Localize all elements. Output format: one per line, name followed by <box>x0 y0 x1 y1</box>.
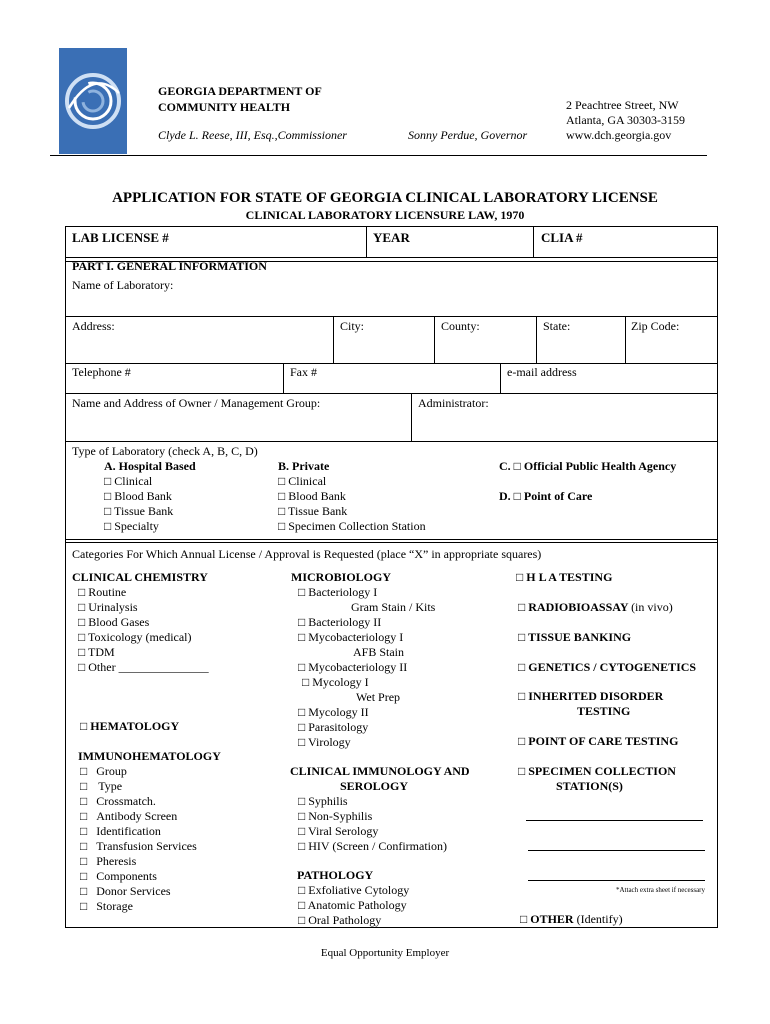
syphilis-checkbox[interactable] <box>298 794 348 809</box>
hla-checkbox[interactable] <box>516 570 523 584</box>
myco1-label: Mycobacteriology I <box>308 630 404 644</box>
bact2-checkbox[interactable] <box>298 615 381 630</box>
hospital-bloodbank-label: Blood Bank <box>114 489 172 503</box>
microbiology-title: MICROBIOLOGY <box>291 570 392 584</box>
poc-label: POINT OF CARE TESTING <box>528 734 679 748</box>
telephone-field[interactable]: Telephone # <box>72 365 131 379</box>
private-specimen-checkbox[interactable] <box>278 519 426 534</box>
hiv-label: HIV (Screen / Confirmation) <box>308 839 447 853</box>
lab-license-field[interactable]: LAB LICENSE # <box>72 230 169 245</box>
hla-option[interactable] <box>516 570 612 585</box>
anatomic-label: Anatomic Pathology <box>307 898 407 912</box>
chem-other-label: Other <box>88 660 116 674</box>
gram-stain-label: Gram Stain / Kits <box>351 600 436 614</box>
attach-note: *Attach extra sheet if necessary <box>616 886 706 894</box>
dch-logo <box>59 48 127 154</box>
inherited-checkbox[interactable] <box>518 689 525 703</box>
donor-services-checkbox[interactable] <box>80 884 171 899</box>
routine-label: Routine <box>88 585 127 599</box>
genetics-label: GENETICS / CYTOGENETICS <box>528 660 697 674</box>
administrator-field[interactable]: Administrator: <box>418 396 489 410</box>
oral-pathology-label: Oral Pathology <box>308 913 382 927</box>
private-tissuebank-checkbox[interactable] <box>278 504 347 519</box>
radio-label: RADIOBIOASSAY <box>528 600 629 614</box>
storage-checkbox[interactable] <box>80 899 133 914</box>
group-checkbox[interactable] <box>80 764 127 779</box>
lab-type-heading: Type of Laboratory (check A, B, C, D) <box>72 444 258 458</box>
mycology2-checkbox[interactable] <box>298 705 369 720</box>
clinical-chemistry-title: CLINICAL CHEMISTRY <box>72 570 208 584</box>
pathology-title: PATHOLOGY <box>297 868 374 882</box>
org-name-line1: GEORGIA DEPARTMENT OF <box>158 84 322 98</box>
parasitology-checkbox[interactable] <box>298 720 368 735</box>
categories-heading: Categories For Which Annual License / Approval is Requested (place “X” in appropriate squares) <box>72 547 542 561</box>
address-line1: 2 Peachtree Street, NW <box>566 98 679 112</box>
oral-pathology-checkbox[interactable] <box>298 913 381 928</box>
public-health-label: Official Public Health Agency <box>523 459 677 473</box>
mycology1-checkbox[interactable] <box>302 675 369 690</box>
storage-label: Storage <box>96 899 133 913</box>
myco1-checkbox[interactable] <box>298 630 403 645</box>
private-clinical-checkbox[interactable] <box>278 474 326 489</box>
point-of-care-checkbox[interactable] <box>514 489 521 503</box>
option-c-prefix: C. <box>499 459 511 473</box>
afb-stain-label: AFB Stain <box>353 645 405 659</box>
syphilis-label: Syphilis <box>308 794 348 808</box>
private-tissuebank-label: Tissue Bank <box>288 504 348 518</box>
hospital-tissuebank-checkbox[interactable] <box>104 504 173 519</box>
point-of-care-label: Point of Care <box>523 489 593 503</box>
transfusion-label: Transfusion Services <box>96 839 197 853</box>
blood-gases-label: Blood Gases <box>88 615 150 629</box>
virology-label: Virology <box>308 735 351 749</box>
governor: Sonny Perdue, Governor <box>408 128 528 142</box>
exfoliative-label: Exfoliative Cytology <box>308 883 410 897</box>
blood-gases-checkbox[interactable] <box>78 615 149 630</box>
footer-text: Equal Opportunity Employer <box>320 947 450 959</box>
fax-field[interactable]: Fax # <box>290 365 317 379</box>
part1-box <box>65 258 718 928</box>
private-bloodbank-label: Blood Bank <box>288 489 346 503</box>
email-field[interactable]: e-mail address <box>507 365 577 379</box>
identification-checkbox[interactable] <box>80 824 161 839</box>
private-title: B. Private <box>278 459 330 473</box>
immunology-title: CLINICAL IMMUNOLOGY AND <box>290 764 470 778</box>
type-label: Type <box>98 779 123 793</box>
urinalysis-label: Urinalysis <box>88 600 138 614</box>
lab-name-field[interactable]: Name of Laboratory: <box>72 278 174 292</box>
radio-note: (in vivo) <box>631 600 673 614</box>
pheresis-checkbox[interactable] <box>80 854 136 869</box>
tissue-option[interactable] <box>518 630 631 645</box>
radio-checkbox[interactable] <box>518 600 525 614</box>
specimen-line-3[interactable] <box>528 880 705 881</box>
hiv-checkbox[interactable] <box>298 839 447 854</box>
crossmatch-label: Crossmatch. <box>96 794 156 808</box>
header-divider <box>50 155 707 156</box>
address-line2: Atlanta, GA 30303-3159 <box>566 113 685 127</box>
hospital-specialty-checkbox[interactable] <box>104 519 159 534</box>
mycology2-label: Mycology II <box>308 705 369 719</box>
hospital-tissuebank-label: Tissue Bank <box>114 504 174 518</box>
group-label: Group <box>96 764 127 778</box>
poc-checkbox[interactable] <box>518 734 525 748</box>
option-d-prefix: D. <box>499 489 511 503</box>
public-health-checkbox[interactable] <box>514 459 521 473</box>
inherited-testing-label: TESTING <box>577 704 631 718</box>
owner-field[interactable]: Name and Address of Owner / Management Group: <box>72 396 321 410</box>
toxicology-checkbox[interactable] <box>78 630 192 645</box>
crossmatch-checkbox[interactable] <box>80 794 156 809</box>
clia-field[interactable]: CLIA # <box>541 230 583 245</box>
hematology-label: HEMATOLOGY <box>90 719 180 733</box>
myco2-label: Mycobacteriology II <box>308 660 408 674</box>
point-of-care-option[interactable] <box>499 489 592 504</box>
genetics-checkbox[interactable] <box>518 660 525 674</box>
other-checkbox[interactable] <box>520 912 527 926</box>
tissue-label: TISSUE BANKING <box>528 630 632 644</box>
pheresis-label: Pheresis <box>96 854 137 868</box>
non-syphilis-checkbox[interactable] <box>298 809 372 824</box>
tdm-label: TDM <box>88 645 115 659</box>
hospital-based-title: A. Hospital Based <box>104 459 196 473</box>
form-subtitle: CLINICAL LABORATORY LICENSURE LAW, 1970 <box>245 208 525 222</box>
state-field[interactable]: State: <box>543 319 571 333</box>
hla-label: H L A TESTING <box>526 570 613 584</box>
routine-checkbox[interactable] <box>78 585 126 600</box>
chem-other-blank[interactable]: _______________ <box>118 660 209 674</box>
chem-other-checkbox[interactable] <box>78 660 209 675</box>
poc-option[interactable] <box>518 734 678 749</box>
virology-checkbox[interactable] <box>298 735 351 750</box>
exfoliative-checkbox[interactable] <box>298 883 409 898</box>
city-field[interactable]: City: <box>340 319 365 333</box>
hospital-clinical-label: Clinical <box>114 474 153 488</box>
form-title: APPLICATION FOR STATE OF GEORGIA CLINICAL LABORATORY LICENSE <box>112 190 658 206</box>
org-name-line2: COMMUNITY HEALTH <box>158 100 291 114</box>
part1-heading: PART I. GENERAL INFORMATION <box>72 259 267 273</box>
private-clinical-label: Clinical <box>288 474 327 488</box>
components-label: Components <box>96 869 157 883</box>
mycology1-label: Mycology I <box>312 675 369 689</box>
private-bloodbank-checkbox[interactable] <box>278 489 346 504</box>
inherited-label: INHERITED DISORDER <box>528 689 664 703</box>
specimen-option[interactable] <box>518 764 676 779</box>
public-health-option[interactable] <box>499 459 676 474</box>
other-label: OTHER <box>530 912 574 926</box>
wet-prep-label: Wet Prep <box>356 690 401 704</box>
toxicology-label: Toxicology (medical) <box>88 630 192 644</box>
county-field[interactable]: County: <box>441 319 480 333</box>
viral-serology-checkbox[interactable] <box>298 824 378 839</box>
urinalysis-checkbox[interactable] <box>78 600 138 615</box>
zip-field[interactable]: Zip Code: <box>631 319 680 333</box>
antibody-screen-checkbox[interactable] <box>80 809 177 824</box>
other-note: (Identify) <box>576 912 623 926</box>
genetics-option[interactable] <box>518 660 696 675</box>
viral-serology-label: Viral Serology <box>308 824 379 838</box>
other-option[interactable] <box>520 912 623 927</box>
antibody-screen-label: Antibody Screen <box>96 809 178 823</box>
year-field[interactable]: YEAR <box>373 230 410 245</box>
immunohematology-title: IMMUNOHEMATOLOGY <box>78 749 221 763</box>
address-field[interactable]: Address: <box>72 319 115 333</box>
website: www.dch.georgia.gov <box>566 128 672 142</box>
bact1-label: Bacteriology I <box>308 585 378 599</box>
tissue-checkbox[interactable] <box>518 630 525 644</box>
parasitology-label: Parasitology <box>308 720 369 734</box>
inherited-option[interactable] <box>518 689 663 704</box>
hematology-checkbox[interactable] <box>80 719 87 733</box>
bact1-checkbox[interactable] <box>298 585 377 600</box>
specimen-checkbox[interactable] <box>518 764 525 778</box>
tdm-checkbox[interactable] <box>78 645 115 660</box>
private-specimen-label: Specimen Collection Station <box>288 519 426 533</box>
donor-services-label: Donor Services <box>96 884 171 898</box>
serology-title: SEROLOGY <box>340 779 409 793</box>
anatomic-checkbox[interactable] <box>298 898 407 913</box>
type-checkbox[interactable] <box>80 779 122 794</box>
specimen-line-2[interactable] <box>528 850 705 851</box>
myco2-checkbox[interactable] <box>298 660 407 675</box>
hospital-bloodbank-checkbox[interactable] <box>104 489 172 504</box>
specimen-label: SPECIMEN COLLECTION <box>528 764 676 778</box>
hospital-clinical-checkbox[interactable] <box>104 474 152 489</box>
bact2-label: Bacteriology II <box>308 615 382 629</box>
radio-option[interactable] <box>518 600 673 615</box>
hospital-specialty-label: Specialty <box>114 519 159 533</box>
commissioner: Clyde L. Reese, III, Esq.,Commissioner <box>158 128 347 142</box>
logo-swirl-icon <box>59 48 127 154</box>
specimen-line-1[interactable] <box>526 820 703 821</box>
non-syphilis-label: Non-Syphilis <box>308 809 373 823</box>
transfusion-checkbox[interactable] <box>80 839 197 854</box>
specimen-stations-label: STATION(S) <box>556 779 623 793</box>
identification-label: Identification <box>96 824 161 838</box>
components-checkbox[interactable] <box>80 869 157 884</box>
hematology-option[interactable] <box>80 719 179 734</box>
